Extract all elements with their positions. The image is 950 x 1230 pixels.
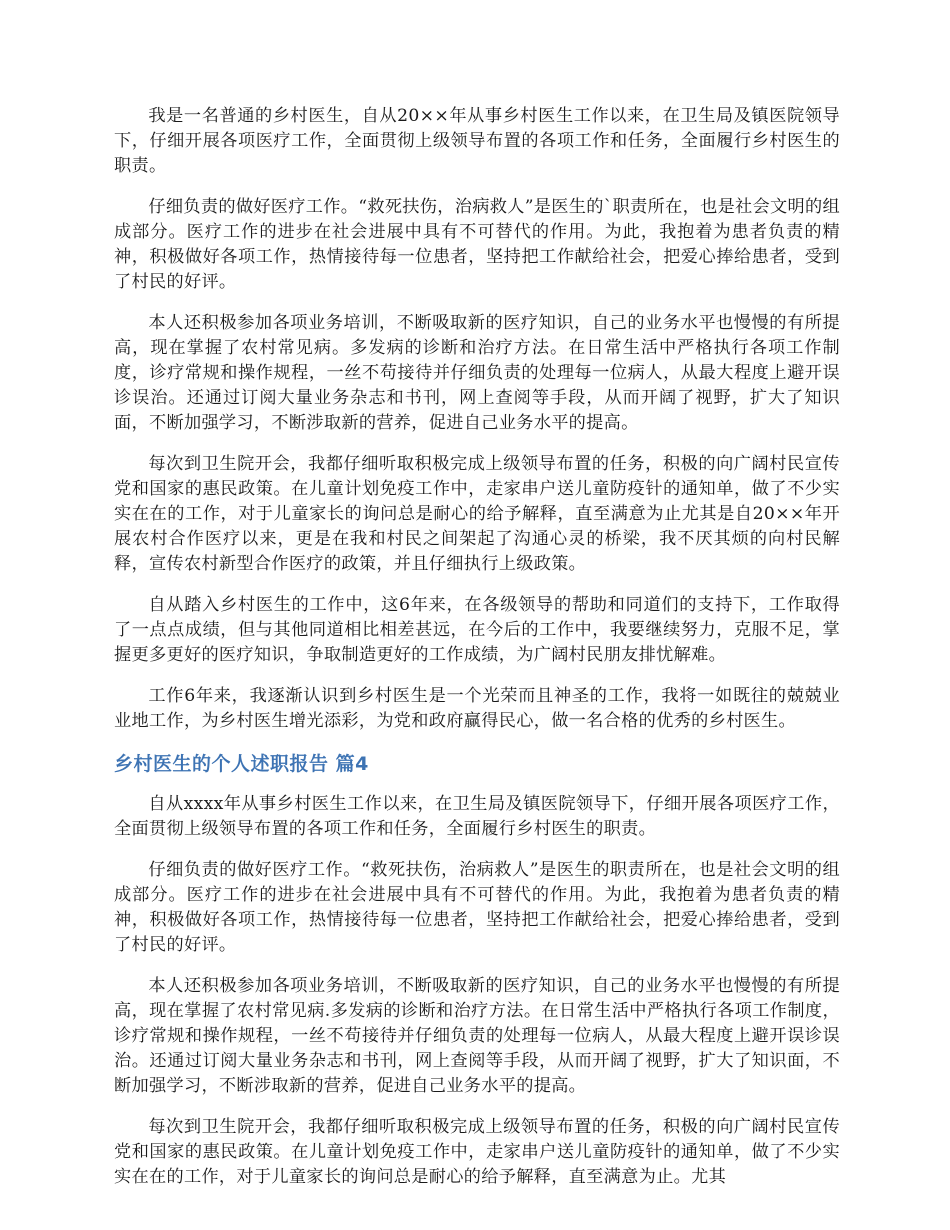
paragraph: 我是一名普通的乡村医生，自从20××年从事乡村医生工作以来，在卫生局及镇医院领导下，仔细开展各项医疗工作，全面贯彻上级领导布置的各项工作和任务，全面履行乡村医生的职责。: [114, 106, 840, 176]
paragraph: 每次到卫生院开会，我都仔细听取积极完成上级领导布置的任务，积极的向广阔村民宣传党和国家的惠民政策。在儿童计划免疫工作中，走家串户送儿童防疫针的通知单，做了不少实实在在的工作，对于儿童家长的询问总是耐心的给予解释，直至满意为止。尤其: [114, 1117, 840, 1187]
paragraph: 工作6年来，我逐渐认识到乡村医生是一个光荣而且神圣的工作，我将一如既往的兢兢业业地工作，为乡村医生增光添彩，为党和政府赢得民心，做一名合格的优秀的乡村医生。: [114, 686, 840, 731]
paragraph: 自从xxxx年从事乡村医生工作以来，在卫生局及镇医院领导下，仔细开展各项医疗工作，全面贯彻上级领导布置的各项工作和任务，全面履行乡村医生的职责。: [114, 794, 840, 839]
paragraph: 仔细负责的做好医疗工作。“救死扶伤，治病救人”是医生的职责所在，也是社会文明的组成部分。医疗工作的进步在社会进展中具有不可替代的作用。为此，我抱着为患者负责的精神，积极做好各项工作，热情接待每一位患者，坚持把工作献给社会，把爱心捧给患者，受到了村民的好评。: [114, 860, 840, 955]
paragraph: 本人还积极参加各项业务培训，不断吸取新的医疗知识，自己的业务水平也慢慢的有所提高，现在掌握了农村常见病.多发病的诊断和治疗方法。在日常生活中严格执行各项工作制度，诊疗常规和操作规程，一丝不苟接待并仔细负责的处理每一位病人，从最大程度上避开误诊误治。还通过订阅大量业务杂志和书刊，网上查阅等手段，从而开阔了视野，扩大了知识面，不断加强学习，不断涉取新的营养，促进自己业务水平的提高。: [114, 976, 840, 1096]
document-page: [114, 104, 840, 1206]
paragraph: 本人还积极参加各项业务培训，不断吸取新的医疗知识，自己的业务水平也慢慢的有所提高，现在掌握了农村常见病。多发病的诊断和治疗方法。在日常生活中严格执行各项工作制度，诊疗常规和操作规程，一丝不苟接待并仔细负责的处理每一位病人，从最大程度上避开误诊误治。还通过订阅大量业务杂志和书刊，网上查阅等手段，从而开阔了视野，扩大了知识面，不断加强学习，不断涉取新的营养，促进自己业务水平的提高。: [114, 313, 840, 433]
paragraph: 自从踏入乡村医生的工作中，这6年来，在各级领导的帮助和同道们的支持下，工作取得了一点点成绩，但与其他同道相比相差甚远，在今后的工作中，我要继续努力，克服不足，掌握更多更好的医疗知识，争取制造更好的工作成绩，为广阔村民朋友排忧解难。: [114, 595, 840, 665]
section-heading: 乡村医生的个人述职报告 篇4: [114, 753, 369, 775]
paragraph: 仔细负责的做好医疗工作。“救死扶伤，治病救人”是医生的`职责所在，也是社会文明的组成部分。医疗工作的进步在社会进展中具有不可替代的作用。为此，我抱着为患者负责的精神，积极做好各项工作，热情接待每一位患者，坚持把工作献给社会，把爱心捧给患者，受到了村民的好评。: [114, 197, 840, 292]
paragraph: 每次到卫生院开会，我都仔细听取积极完成上级领导布置的任务，积极的向广阔村民宣传党和国家的惠民政策。在儿童计划免疫工作中，走家串户送儿童防疫针的通知单，做了不少实实在在的工作，对于儿童家长的询问总是耐心的给予解释，直至满意为止尤其是自20××年开展农村合作医疗以来，更是在我和村民之间架起了沟通心灵的桥梁，我不厌其烦的向村民解释，宣传农村新型合作医疗的政策，并且仔细执行上级政策。: [114, 454, 840, 574]
